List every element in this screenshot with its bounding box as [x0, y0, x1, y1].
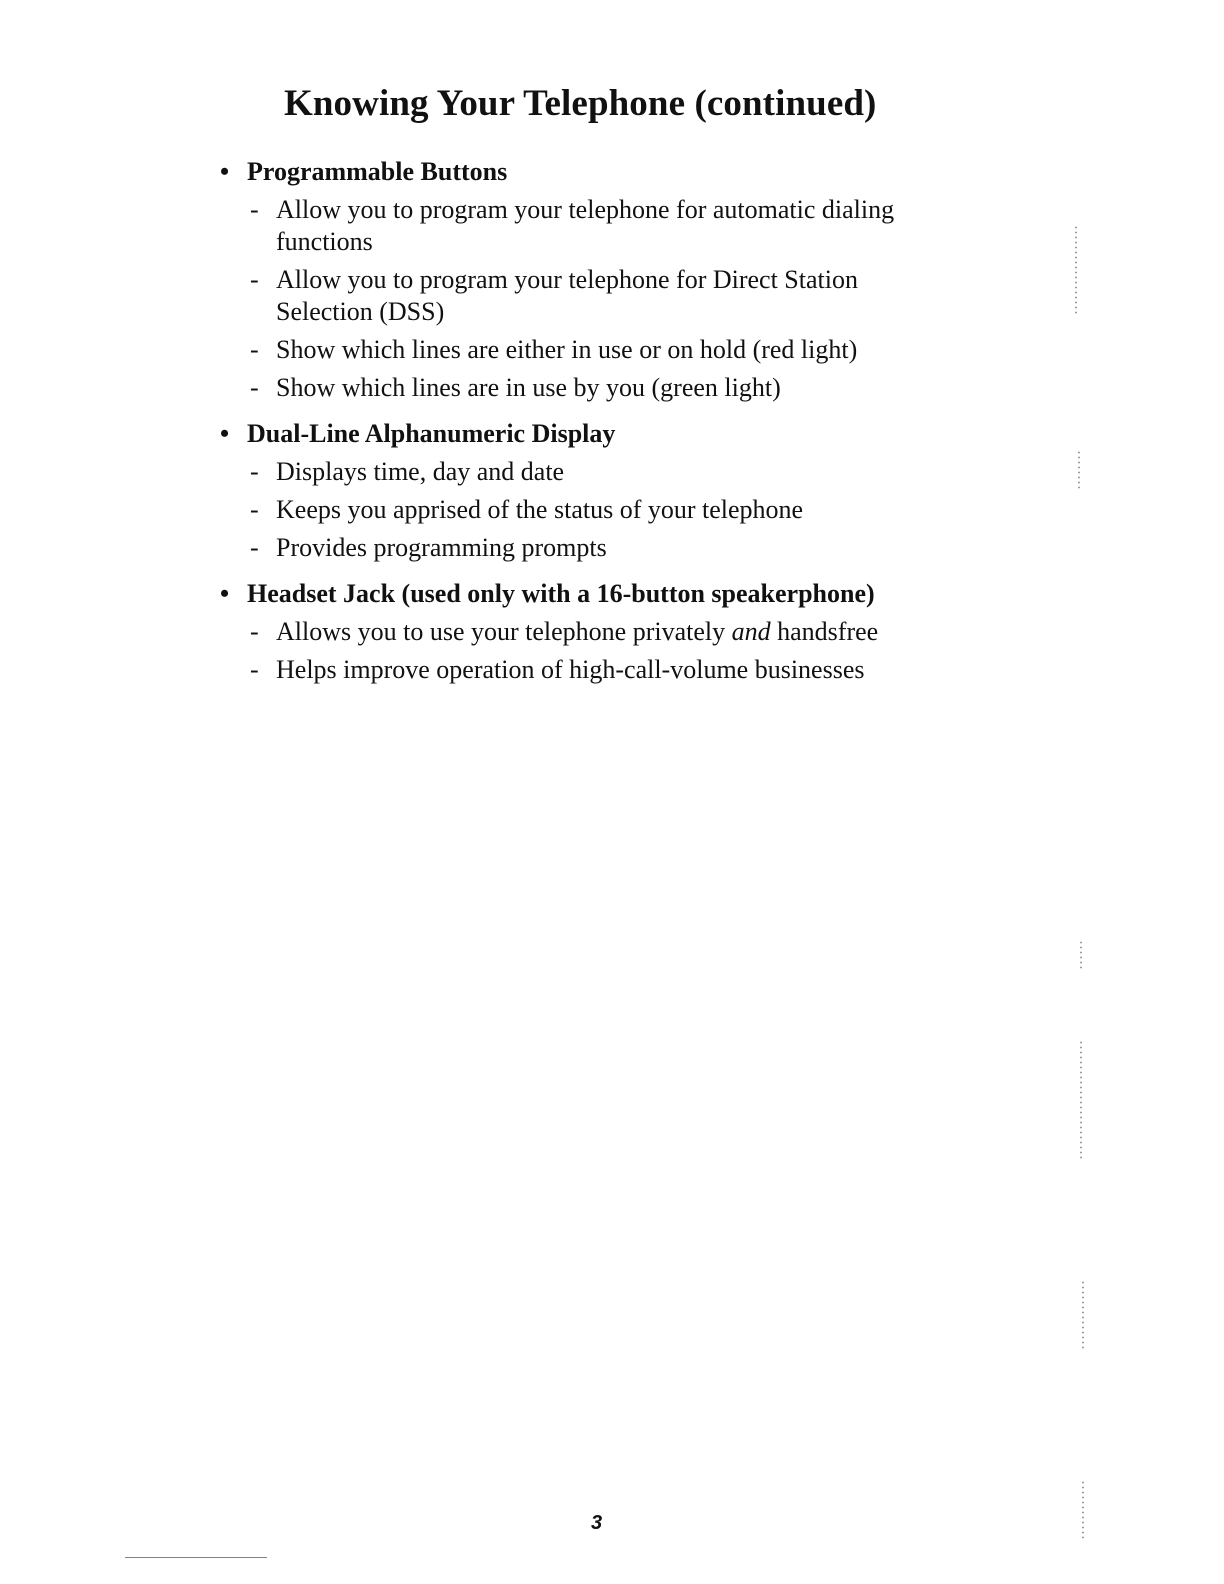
list-item-text: Allow you to program your telephone for automatic dialing functions: [276, 195, 895, 256]
list-item-text: Allow you to program your telephone for Direct Station Selection (DSS): [276, 265, 858, 326]
list-item: [220, 334, 1000, 366]
section-headset-jack: [220, 578, 1000, 686]
section-item-list: [220, 616, 1000, 686]
scan-artifact: [1082, 1480, 1084, 1540]
section-programmable-buttons: [220, 156, 1000, 404]
list-item: [220, 372, 1000, 404]
bullet-icon: •: [220, 157, 230, 186]
list-item-text: Helps improve operation of high-call-volume businesses: [276, 655, 865, 684]
list-item: [220, 654, 1000, 686]
section-heading-text: Programmable Buttons: [247, 157, 508, 186]
section-heading: [220, 156, 1000, 188]
section-heading-text: Dual-Line Alphanumeric Display: [247, 419, 616, 448]
list-item-text: Allows you to use your telephone privately and handsfree: [276, 617, 879, 646]
scan-artifact: [1080, 940, 1082, 970]
scan-artifact: [1075, 225, 1077, 315]
list-item: [220, 194, 1000, 258]
list-item: [220, 532, 1000, 564]
dash-icon: -: [250, 335, 259, 364]
dash-icon: -: [250, 457, 259, 486]
list-item-text: Displays time, day and date: [276, 457, 565, 486]
scan-artifact: [1080, 1040, 1082, 1160]
bullet-icon: •: [220, 579, 230, 608]
section-heading-text: Headset Jack (used only with a 16-button speakerphone): [247, 579, 875, 608]
scan-artifact: [1078, 450, 1080, 490]
section-dual-line-display: [220, 418, 1000, 564]
page-title: Knowing Your Telephone (continued): [284, 83, 877, 124]
section-heading: [220, 578, 1000, 610]
section-item-list: [220, 194, 1000, 404]
list-item: [220, 616, 1000, 648]
bullet-icon: •: [220, 419, 230, 448]
dash-icon: -: [250, 617, 259, 646]
list-item-text: Show which lines are either in use or on hold (red light): [276, 335, 858, 364]
list-item-text: Show which lines are in use by you (green light): [276, 373, 781, 402]
dash-icon: -: [250, 373, 259, 402]
section-heading: [220, 418, 1000, 450]
list-item: [220, 456, 1000, 488]
dash-icon: -: [250, 265, 259, 294]
dash-icon: -: [250, 533, 259, 562]
page-number: 3: [591, 1512, 603, 1534]
list-item-text: Provides programming prompts: [276, 533, 607, 562]
list-item: [220, 494, 1000, 526]
list-item-text: Keeps you apprised of the status of your telephone: [276, 495, 804, 524]
section-item-list: [220, 456, 1000, 564]
footer-rule: [125, 1557, 267, 1558]
dash-icon: -: [250, 195, 259, 224]
dash-icon: -: [250, 495, 259, 524]
dash-icon: -: [250, 655, 259, 684]
list-item: [220, 264, 1000, 328]
scan-artifact: [1082, 1280, 1084, 1350]
